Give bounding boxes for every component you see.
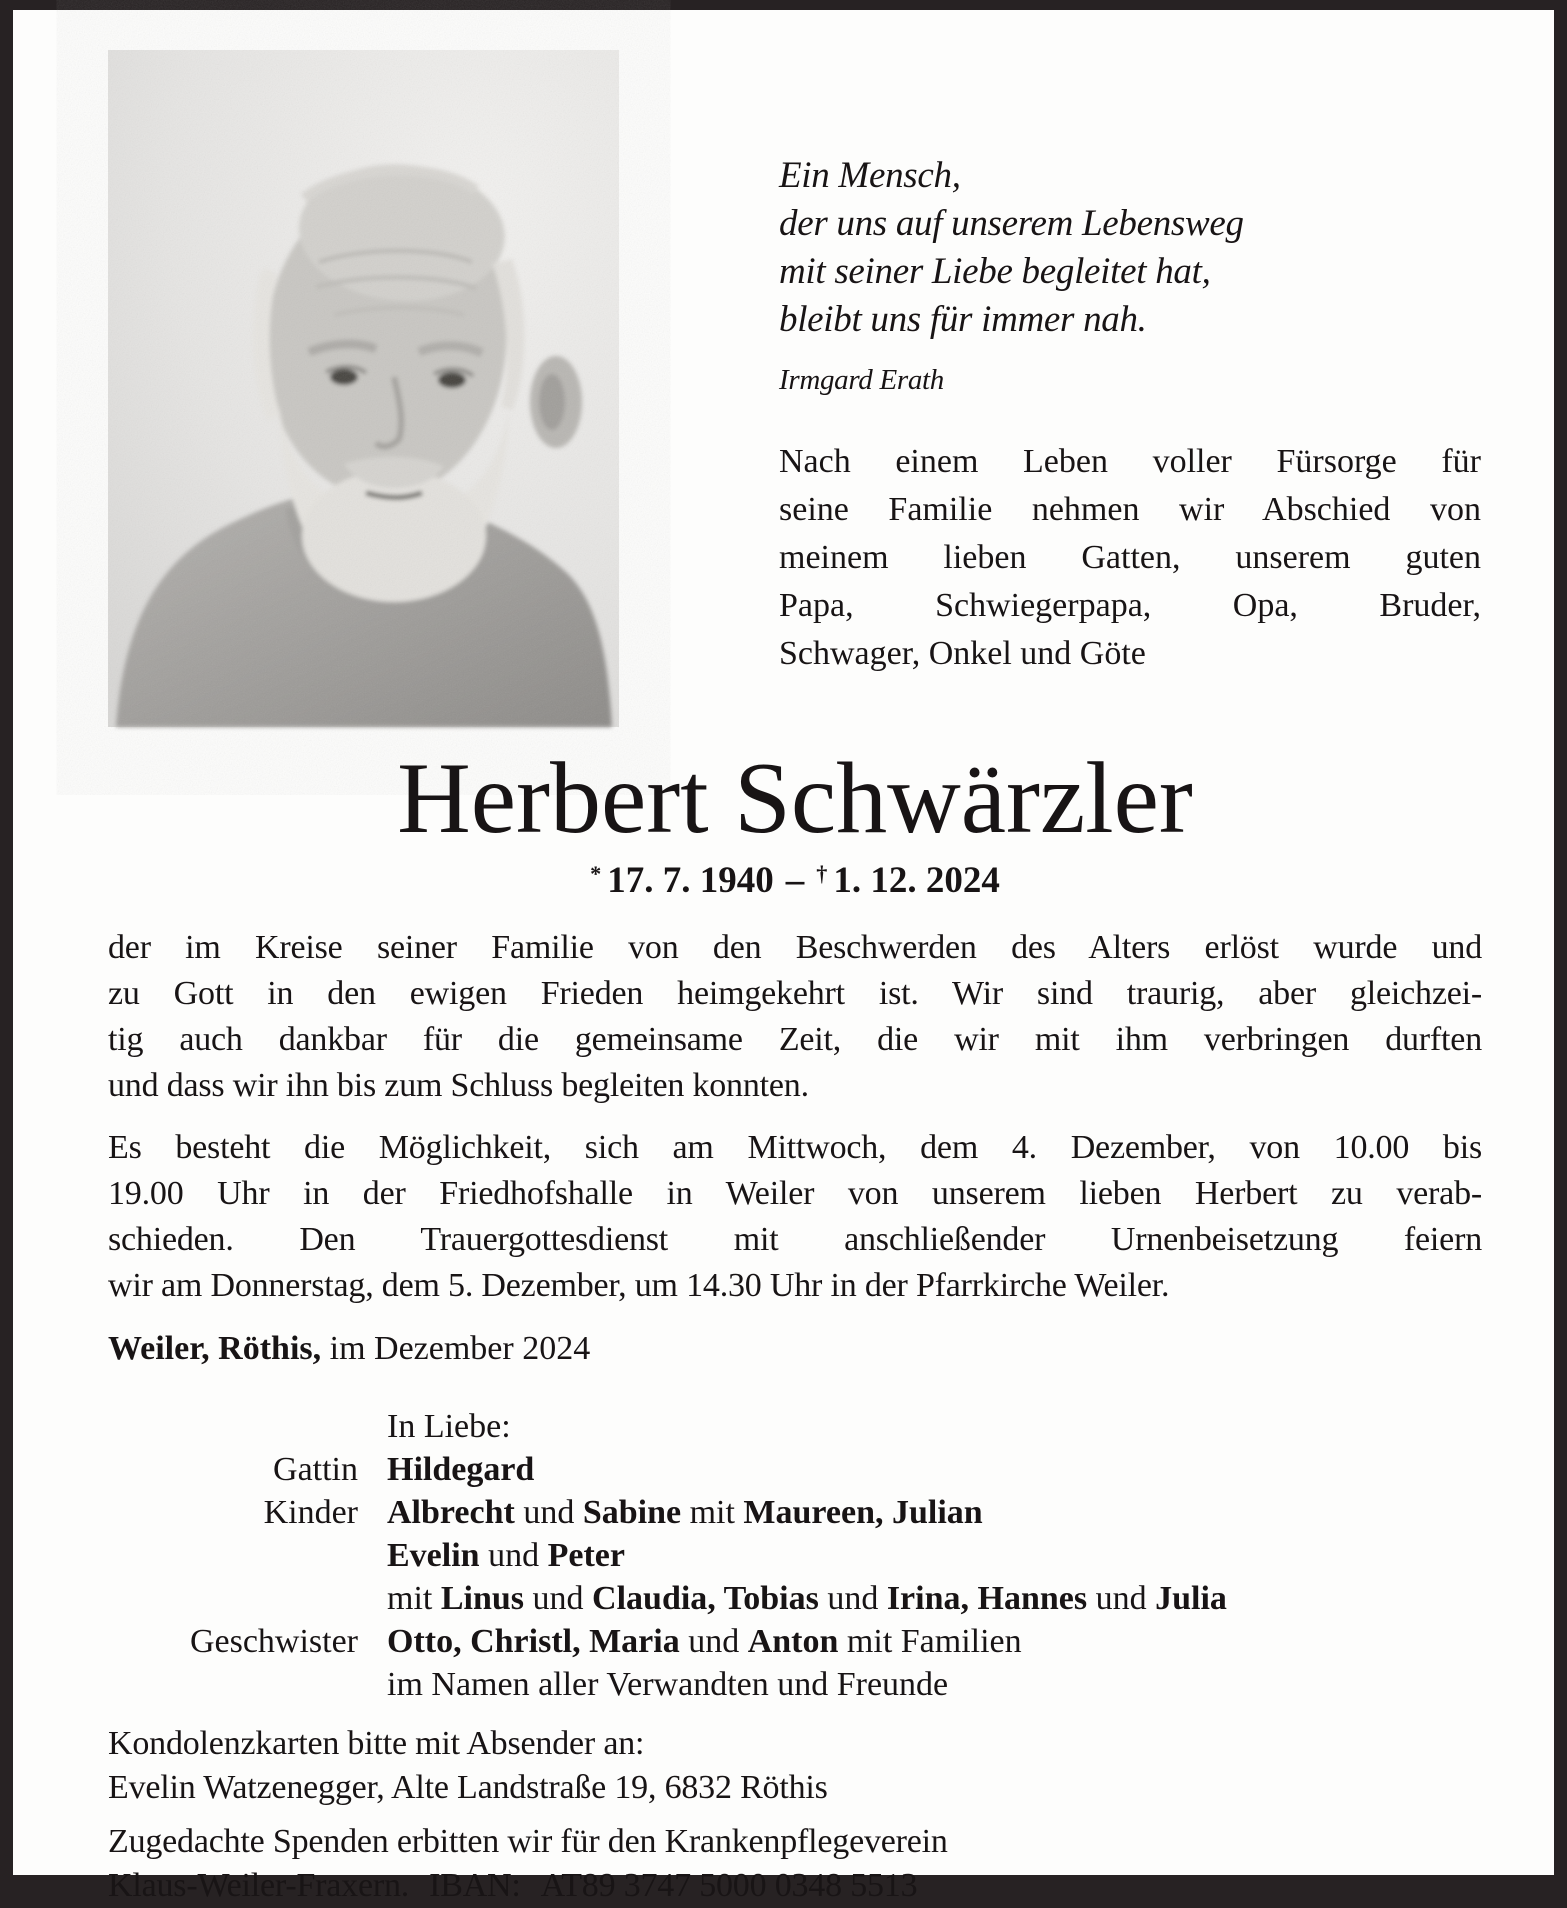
obituary-page [13,10,1554,1905]
family-member-name: Maureen, Julian [743,1494,983,1532]
family-text: In Liebe: [387,1408,511,1446]
text-line: der im Kreise seiner Familie von den Beschwerden des Alters erlöst wurde und [108,929,1482,967]
family-row [108,1620,1482,1663]
quote-line: der uns auf unserem Lebensweg [779,203,1244,244]
paragraph-farewell [108,925,1482,1109]
family-names [387,1491,983,1534]
memorial-quote [779,152,1481,404]
family-member-name: Linus [440,1580,525,1618]
text-line: tig auch dankbar für die gemeinsame Zeit, die wir mit ihm verbringen durften [108,1021,1482,1059]
family-text: und [514,1494,583,1532]
family-names [387,1405,511,1448]
text-line: Nach einem Leben voller Fürsorge für [779,443,1481,480]
family-member-name: Peter [547,1537,625,1575]
family-relation-label [108,1663,358,1706]
birth-star-symbol: * [590,860,602,886]
condolence-note [108,1722,1482,1810]
donation-line: Zugedachte Spenden erbitten wir für den Krankenpflegeverein [108,1823,948,1861]
family-member-name: Hildegard [387,1451,535,1489]
text-line: Es besteht die Möglichkeit, sich am Mittwoch, dem 4. Dezember, von 10.00 bis [108,1129,1482,1167]
family-member-name: Julia [1155,1580,1227,1618]
family-member-name: Sabine [582,1494,682,1532]
quote-line: mit seiner Liebe begleitet hat, [779,251,1211,292]
dateline-place: Weiler, Röthis, [108,1330,322,1368]
life-dates [108,861,1482,905]
family-relation-label [108,1534,358,1577]
family-text: und [524,1580,593,1618]
top-section [108,50,1482,727]
donation-iban-line [108,1864,1482,1908]
dates-separator: – [785,860,805,902]
right-column [779,50,1481,727]
family-row [108,1448,1482,1491]
family-member-name: Irina, Hannes [886,1580,1088,1618]
family-member-name: Anton [747,1623,839,1661]
dateline-date: im Dezember 2024 [321,1330,591,1368]
family-row [108,1577,1482,1620]
family-row [108,1534,1482,1577]
family-text: im Namen aller Verwandten und Freunde [387,1666,949,1704]
text-line: und dass wir ihn bis zum Schluss begleiten konnten. [108,1067,809,1105]
text-line: Schwager, Onkel und Göte [779,635,1146,672]
text-line: zu Gott in den ewigen Frieden heimgekehrt ist. Wir sind traurig, aber gleichzei- [108,975,1482,1013]
family-relation-label: Kinder [263,1494,358,1532]
portrait-illustration [108,50,619,727]
text-line: meinem lieben Gatten, unserem guten [779,539,1481,576]
quote-attribution: Irmgard Erath [779,364,945,396]
family-relation-label: Gattin [273,1451,358,1489]
family-relation-label: Geschwister [189,1623,358,1661]
family-heading-row [108,1405,1482,1448]
condolence-address: Evelin Watzenegger, Alte Landstraße 19, 6832 Röthis [108,1769,828,1807]
family-list [108,1405,1482,1706]
family-names [387,1620,1022,1663]
donation-note [108,1820,1482,1908]
donation-association: Klaus-Weiler-Fraxern. [108,1867,410,1905]
iban-label: IBAN: [429,1867,521,1905]
quote-line: Ein Mensch, [779,155,961,196]
family-names [387,1577,1227,1620]
deceased-name: Herbert Schwärzler [397,742,1193,855]
family-text: und [479,1537,548,1575]
condolence-line: Kondolenzkarten bitte mit Absender an: [108,1725,645,1763]
obituary-content [108,50,1482,1908]
iban-value: AT89 3747 5000 0348 5513 [540,1867,918,1905]
family-names [387,1663,948,1706]
text-line: wir am Donnerstag, dem 5. Dezember, um 14.30 Uhr in der Pfarrkirche Weiler. [108,1267,1170,1305]
family-member-name: Evelin [387,1537,480,1575]
family-member-name: Otto, Christl, Maria [387,1623,680,1661]
family-member-name: Albrecht [387,1494,515,1532]
family-text: mit Familien [838,1623,1022,1661]
family-names [387,1534,625,1577]
family-text: und [1087,1580,1156,1618]
family-text: und [818,1580,887,1618]
portrait-photo [108,50,619,727]
death-date: 1. 12. 2024 [833,860,1000,902]
family-row [108,1663,1482,1706]
family-text: mit [681,1494,744,1532]
text-line: seine Familie nehmen wir Abschied von [779,491,1481,528]
family-row [108,1491,1482,1534]
family-names [387,1448,534,1491]
text-line: 19.00 Uhr in der Friedhofshalle in Weiler von unserem lieben Herbert zu verab- [108,1175,1482,1213]
family-member-name: Claudia, Tobias [592,1580,819,1618]
paragraph-services [108,1125,1482,1309]
death-cross-symbol: † [816,860,828,886]
family-relation-label [108,1405,358,1448]
family-relation-label [108,1577,358,1620]
birth-date: 17. 7. 1940 [607,860,774,902]
dateline [108,1327,1482,1371]
text-line: Papa, Schwiegerpapa, Opa, Bruder, [779,587,1481,624]
family-text: und [679,1623,748,1661]
quote-line: bleibt uns für immer nah. [779,299,1147,340]
text-line: schieden. Den Trauergottesdienst mit anschließender Urnenbeisetzung feiern [108,1221,1482,1259]
intro-paragraph [779,438,1481,678]
family-text: mit [387,1580,441,1618]
